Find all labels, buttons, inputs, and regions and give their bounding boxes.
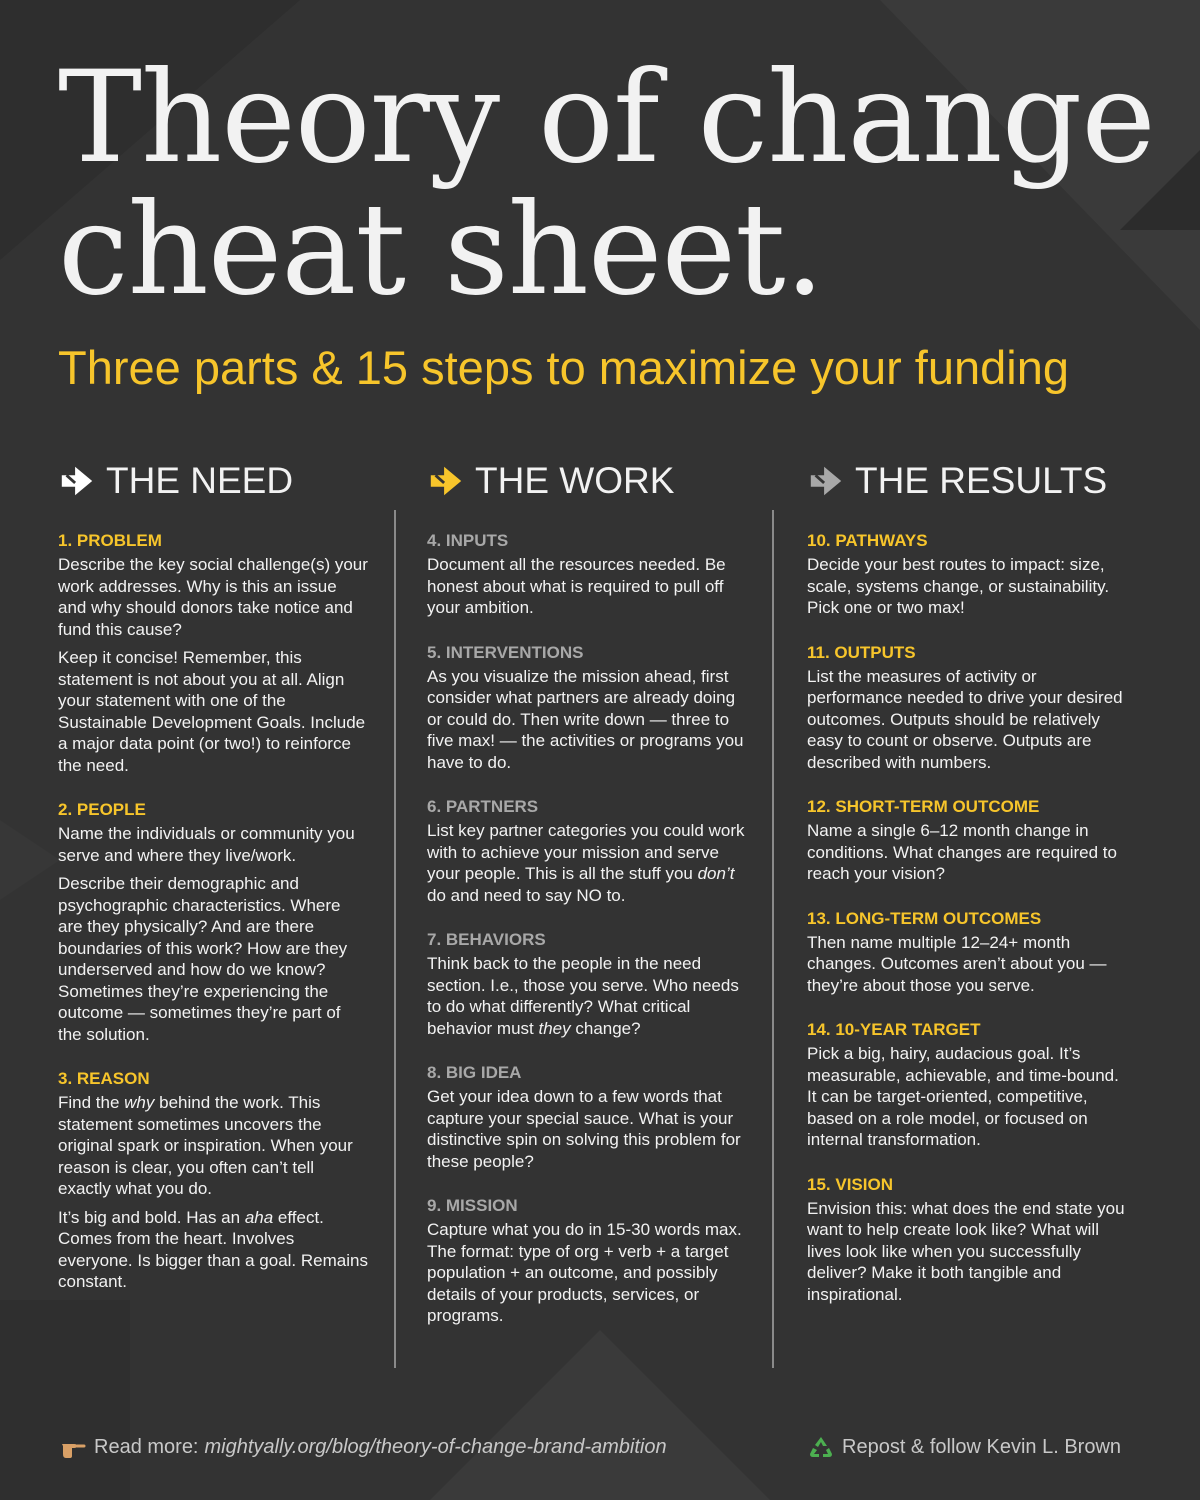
section-mission [427, 1195, 745, 1327]
section-paragraph: Decide your best routes to impact: size, scale, systems change, or sustainability. Pick one or two max! [807, 555, 1110, 617]
results-sections [807, 530, 1125, 1305]
footer-repost [808, 1432, 1121, 1462]
emphasis-text: aha [244, 1207, 274, 1227]
column-work [427, 458, 745, 1350]
column-need-label: THE NEED [106, 460, 294, 501]
section-partners [427, 796, 745, 906]
column-work-heading [427, 458, 745, 504]
title-line-2: cheat sheet. [58, 176, 824, 323]
section-title: 2. PEOPLE [58, 800, 146, 819]
work-sections [427, 530, 745, 1327]
title-line-1: Theory of change [58, 44, 1155, 191]
section-paragraph: Keep it concise! Remember, this statement is not about you at all. Align your statement with one of the Sustainable Development Goals. Include a major data point (or two!) to reinforce the need. [58, 648, 366, 775]
section-title: 13. LONG-TERM OUTCOMES [807, 908, 1042, 928]
paragraph-text: Find the [58, 1093, 125, 1112]
column-need [58, 458, 368, 1316]
section-paragraph: Envision this: what does the end state you want to help create look like? What will lives look like when you successfully deliver? Make it both tangible and inspirational. [807, 1198, 1125, 1304]
section-paragraph [58, 1207, 368, 1293]
section-title: 1. PROBLEM [58, 531, 162, 550]
section-paragraph: Pick a big, hairy, audacious goal. It’s measurable, achievable, and time-bound. It can be target-oriented, competitive, based on a role model, or focused on internal transformation. [807, 1044, 1119, 1149]
section-title: 12. SHORT-TERM OUTCOME [807, 797, 1040, 816]
section-title: 8. BIG IDEA [427, 1063, 522, 1082]
section-problem [58, 530, 368, 776]
section-paragraph: Describe the key social challenge(s) your work addresses. Why is this an issue and why should donors take notice and fund this cause? [58, 555, 368, 639]
section-paragraph: Then name multiple 12–24+ month changes. Outcomes aren’t about you — they’re about those you serve. [807, 932, 1107, 995]
section-interventions [427, 642, 745, 774]
section-paragraph: Document all the resources needed. Be honest about what is required to pull off your ambition. [427, 555, 726, 617]
section-outputs [807, 642, 1125, 774]
section-paragraph [58, 1092, 368, 1200]
column-divider [772, 510, 774, 1368]
section-paragraph: As you visualize the mission ahead, first consider what partners are already doing or could do. Then write down — three to five max! — the activities or programs you have to do. [427, 666, 744, 772]
column-results-heading [807, 458, 1125, 504]
section-title: 14. 10-YEAR TARGET [807, 1020, 981, 1039]
section-10-year-target [807, 1019, 1125, 1151]
pointing-hand-icon [60, 1434, 86, 1460]
section-paragraph [427, 953, 745, 1039]
section-title: 11. OUTPUTS [807, 642, 916, 662]
paragraph-text: behind the work. This statement sometimes uncovers the original spark or inspiration. When your reason is clear, you often can’t tell exactly what you do. [58, 1093, 353, 1198]
arrow-right-icon [807, 462, 845, 500]
section-paragraph: List the measures of activity or performance needed to drive your desired outcomes. Outputs should be relatively easy to count or observe. Outputs are described with numbers. [807, 666, 1123, 772]
section-pathways [807, 530, 1125, 619]
emphasis-text: don’t [697, 864, 735, 883]
section-title: 3. REASON [58, 1069, 150, 1088]
column-divider [394, 510, 396, 1368]
section-title: 10. PATHWAYS [807, 531, 928, 550]
column-work-label: THE WORK [475, 460, 675, 501]
section-title: 4. INPUTS [427, 531, 509, 550]
footer-read-more [60, 1432, 667, 1462]
emphasis-text: why [124, 1093, 155, 1112]
section-paragraph: Describe their demographic and psychographic characteristics. Where are they physically? And are there boundaries of this work? How are they underserved and how do we know? Sometimes they’re experiencing the outcome — sometimes they’re part of the solution. [58, 874, 348, 1044]
emphasis-text: they [538, 1018, 571, 1038]
section-inputs [427, 530, 745, 619]
paragraph-text: List key partner categories you could work with to achieve your mission and serve your people. This is all the stuff you [427, 821, 745, 883]
column-results-label: THE RESULTS [855, 460, 1108, 501]
section-title: 7. BEHAVIORS [427, 930, 546, 949]
section-paragraph: Get your idea down to a few words that capture your special sauce. What is your distinctive spin on solving this problem for these people? [427, 1087, 741, 1171]
page-title [58, 44, 1178, 323]
page-subtitle: Three parts & 15 steps to maximize your funding [58, 341, 1069, 394]
section-paragraph [427, 820, 745, 906]
section-title: 9. MISSION [427, 1196, 518, 1215]
paragraph-text: do and need to say NO to. [427, 885, 626, 905]
need-sections [58, 530, 368, 1293]
paragraph-text: It’s big and bold. Has an [58, 1207, 245, 1227]
section-title: 15. VISION [807, 1174, 893, 1194]
paragraph-text: Think back to the people in the need section. I.e., those you serve. Who needs to do what differently? What critical behavior must [427, 954, 739, 1038]
section-people [58, 799, 368, 1045]
read-more-link[interactable]: mightyally.org/blog/theory-of-change-brand-ambition [204, 1436, 667, 1458]
read-more-label: Read more: [94, 1436, 199, 1458]
section-vision [807, 1174, 1125, 1306]
section-paragraph: Capture what you do in 15-30 words max. The format: type of org + verb + a target population + an outcome, and possibly details of your products, services, or programs. [427, 1220, 742, 1325]
repost-text: Repost & follow Kevin L. Brown [842, 1436, 1122, 1458]
recycle-icon [808, 1434, 834, 1460]
arrow-right-icon [427, 462, 465, 500]
arrow-right-icon [58, 462, 96, 500]
section-paragraph: Name a single 6–12 month change in conditions. What changes are required to reach your vision? [807, 821, 1117, 883]
column-need-heading [58, 458, 368, 504]
section-title: 5. INTERVENTIONS [427, 642, 584, 662]
section-title: 6. PARTNERS [427, 797, 539, 816]
paragraph-text: effect. Comes from the heart. Involves everyone. Is bigger than a goal. Remains constant. [58, 1207, 368, 1291]
section-short-term-outcome [807, 796, 1125, 885]
section-paragraph: Name the individuals or community you serve and where they live/work. [58, 824, 355, 865]
section-big-idea [427, 1062, 745, 1172]
column-results [807, 458, 1125, 1328]
paragraph-text: change? [570, 1018, 641, 1038]
section-long-term-outcomes [807, 908, 1125, 997]
section-reason [58, 1068, 368, 1293]
section-behaviors [427, 929, 745, 1039]
